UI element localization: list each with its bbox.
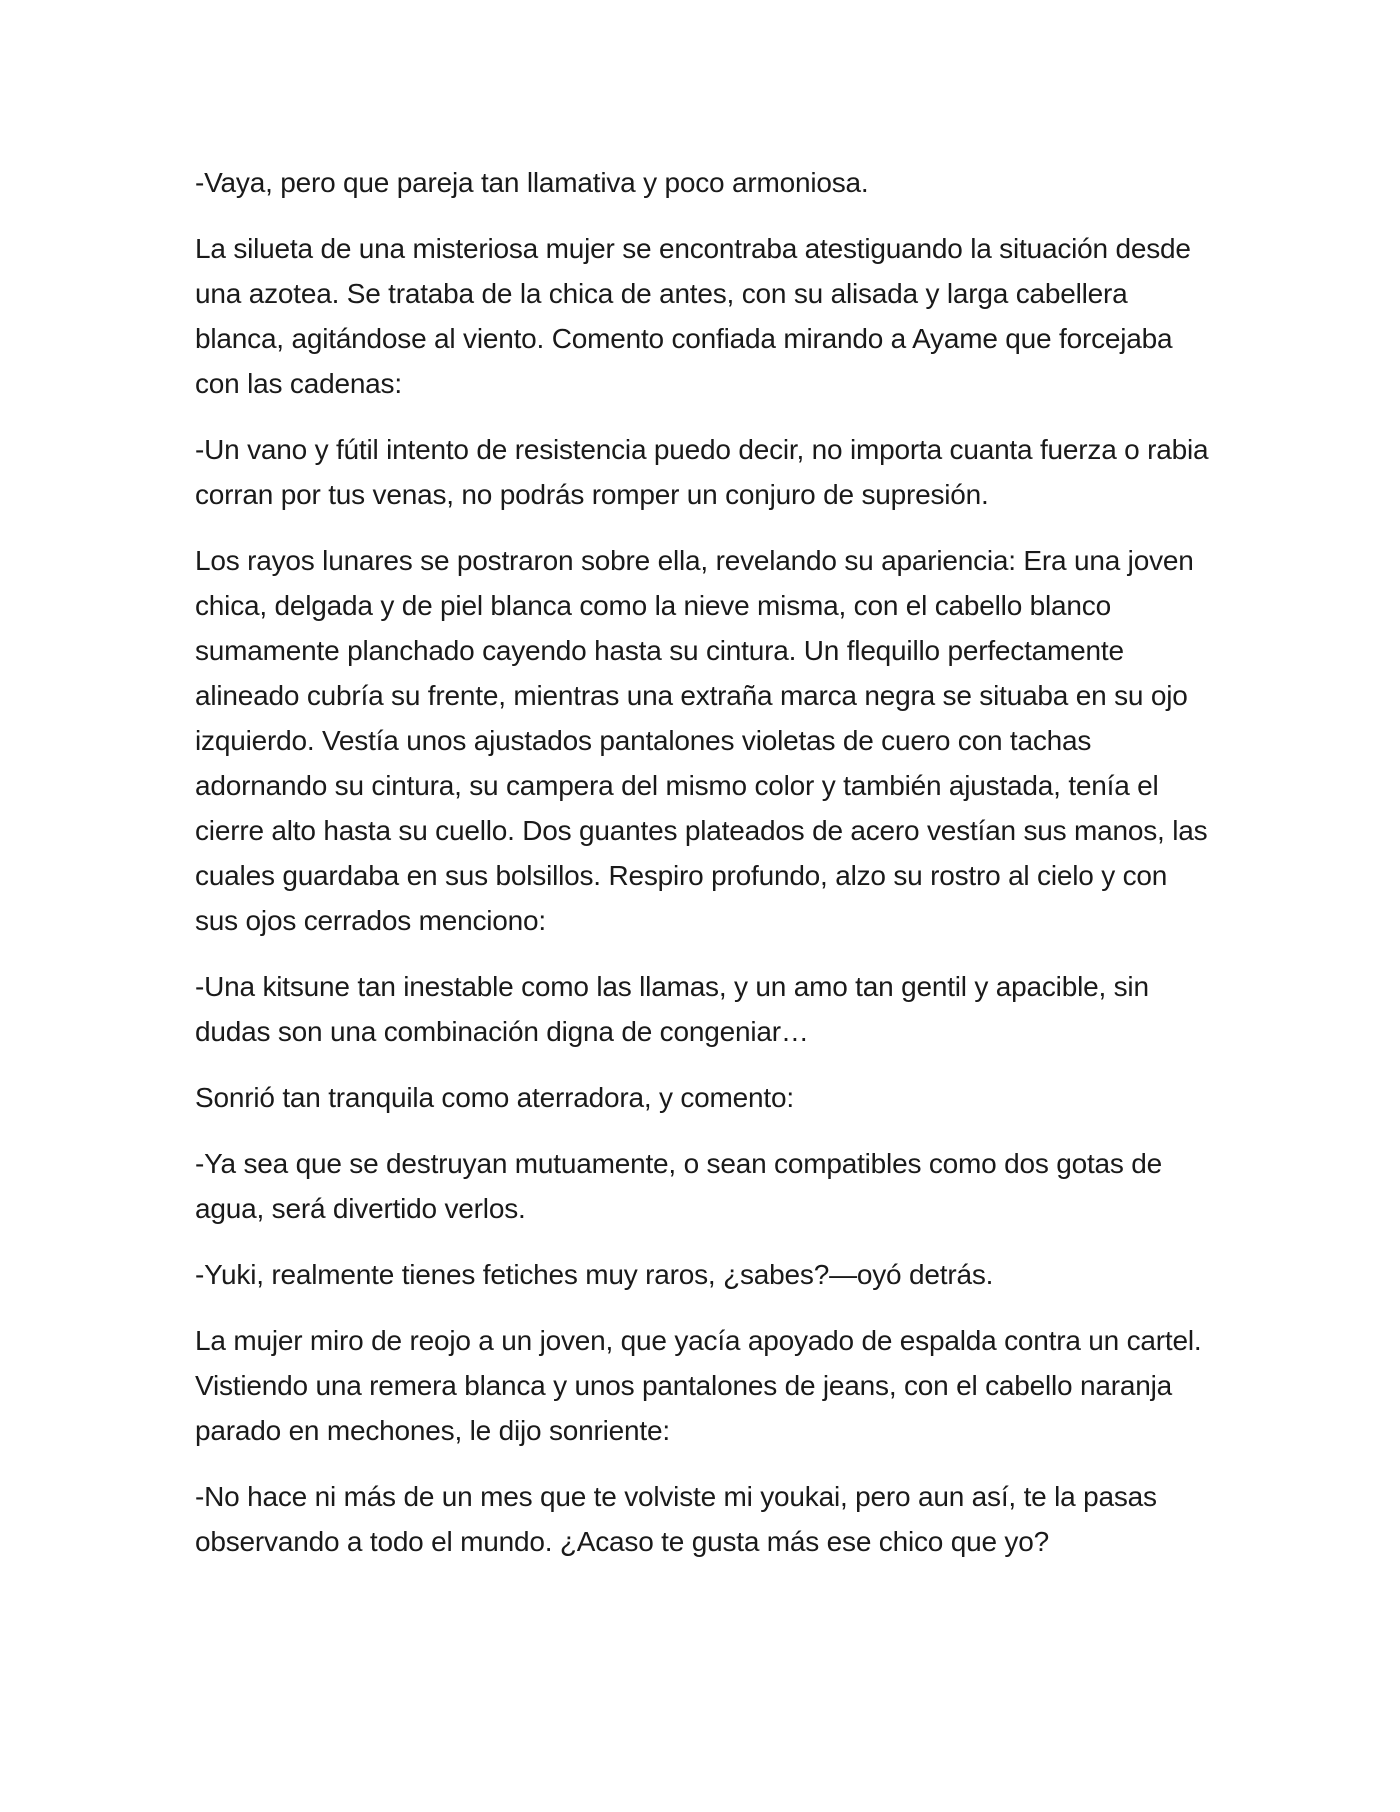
paragraph-7: -Ya sea que se destruyan mutuamente, o sean compatibles como dos gotas de agua, será divertido verlos. [195,1148,1163,1224]
paragraph-8: -Yuki, realmente tienes fetiches muy raros, ¿sabes?—oyó detrás. [195,1259,994,1290]
paragraph-4: Los rayos lunares se postraron sobre ella, revelando su apariencia: Era una joven chica, delgada y de piel blanca como la nieve misma, con el cabello blanco sumamente planchado cayendo hasta su cintura. Un flequillo perfectamente alineado cubría su frente, mientras una extraña marca negra se situaba en su ojo izquierdo. Vestía unos ajustados pantalones violetas de cuero con tachas adornando su cintura, su campera del mismo color y también ajustada, tenía el cierre alto hasta su cuello. Dos guantes plateados de acero vestían sus manos, las cuales guardaba en sus bolsillos. Respiro profundo, alzo su rostro al cielo y con sus ojos cerrados menciono: [195,545,1208,936]
paragraph-3: -Un vano y fútil intento de resistencia puedo decir, no importa cuanta fuerza o rabia corran por tus venas, no podrás romper un conjuro de supresión. [195,434,1209,510]
document-body [195,160,1215,1585]
paragraph-10: -No hace ni más de un mes que te volviste mi youkai, pero aun así, te la pasas observando a todo el mundo. ¿Acaso te gusta más ese chico que yo? [195,1481,1157,1557]
paragraph-2: La silueta de una misteriosa mujer se encontraba atestiguando la situación desde una azotea. Se trataba de la chica de antes, con su alisada y larga cabellera blanca, agitándose al viento. Comento confiada mirando a Ayame que forcejaba con las cadenas: [195,233,1191,399]
paragraph-5: -Una kitsune tan inestable como las llamas, y un amo tan gentil y apacible, sin dudas son una combinación digna de congeniar… [195,971,1149,1047]
paragraph-9: La mujer miro de reojo a un joven, que yacía apoyado de espalda contra un cartel. Vistiendo una remera blanca y unos pantalones de jeans, con el cabello naranja parado en mechones, le dijo sonriente: [195,1325,1202,1446]
paragraph-1: -Vaya, pero que pareja tan llamativa y poco armoniosa. [195,167,869,198]
paragraph-6: Sonrió tan tranquila como aterradora, y comento: [195,1082,794,1113]
